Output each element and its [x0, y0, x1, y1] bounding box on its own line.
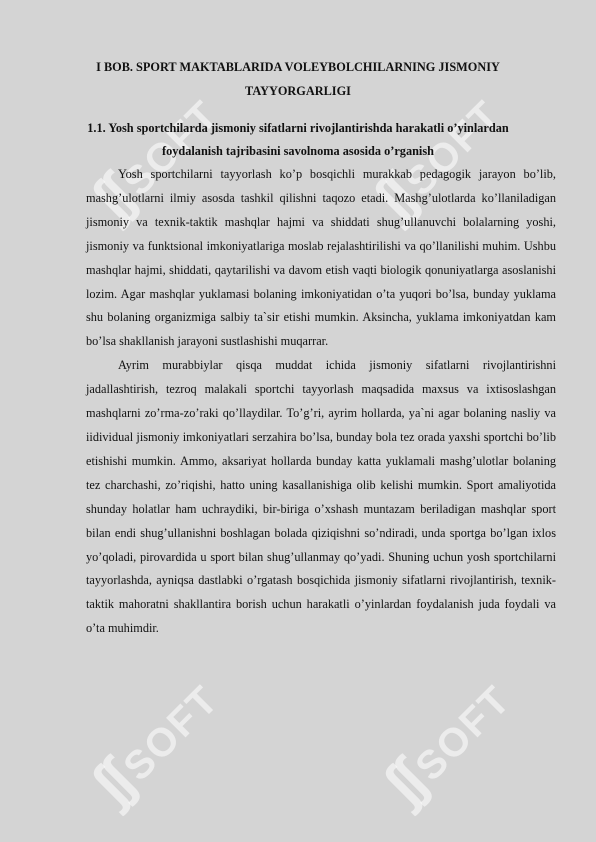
paragraph: Ayrim murabbiylar qisqa muddat ichida jismoniy sifatlarni rivojlantirishni jadallashtirish, tezroq malakali sportchi tayyorlash maqsadida maxsus va ixtisoslashgan mashqlarni zo’rma-zo’raki qo’llaydilar. To’g’ri, ayrim hollarda, ya`ni agar bolaning nasliy va iidividual jismoniy imkoniyatlari serzahira bo’lsa, bunday bola tez orada yaxshi sportchi bo’lib etishishi mumkin. Ammo, aksariyat hollarda bunday katta yuklamali mashg’ulotlar bolaning tez charchashi, zo’riqishi, hatto uning kasallanishiga olib kelishi mumkin. Sport amaliyotida shunday holatlar ham uchraydiki, bir-biriga o’xshash muntazam beriladigan mashqlar sport bilan endi shug’ullanishni boshlagan bolada qiziqishni so’ndiradi, unda sportga bo’lgan ixlos yo’qoladi, pirovardida u sport bilan shug’ullanmay qo’yadi. Shuning uchun yosh sportchilarni tayyorlashda, ayniqsa dastlabki o’rgatash bosqichida jismoniy sifatlarni rivojlantirish, texnik-taktik mahoratni shakllantira borish uchun harakatli o’yinlardan foydalanish juda foydali va o’ta muhimdir. [86, 358, 556, 636]
watermark-text: SOFT [115, 677, 228, 790]
chapter-title: I BOB. SPORT MAKTABLARIDA VOLEYBOLCHILARNING JISMONIY TAYYORGARLIGI [96, 60, 500, 98]
watermark-logo-icon: ʃʃ [370, 751, 436, 817]
watermark-logo-icon: ʃʃ [360, 166, 426, 232]
watermark-text: SOFT [397, 92, 510, 205]
paragraph: Yosh sportchilarni tayyorlash ko’p bosqichli murakkab pedagogik jarayon bo’lib, mashg’ulotlarni ilmiy asosda tashkil qilishni taqozo etadi. Mashg’ulotlarda ko’llaniladigan jismoniy va texnik-taktik mashqlar hajmi va shiddati shug’ullanuvchi bolalarning yoshi, jismoniy va funktsional imkoniyatlariga moslab rejalashtirilishi va qo’llanilishi muhim. Ushbu mashqlar hajmi, shiddati, qaytarilishi va davom etish vaqti biologik qonuniyatlarga asoslanishi lozim. Agar mashqlar yuklamasi bolaning imkoniyatidan o’ta yuqori bo’lsa, bunday yuklama shu bolaning organizmiga salbiy ta`sir etishi mumkin. Aksincha, yuklama imkoniyatdan kam bo’lsa shakllanish jarayoni sustlashishi muqarrar. [86, 167, 556, 349]
body-text [86, 163, 556, 641]
section-title: 1.1. Yosh sportchilarda jismoniy sifatlarni rivojlantirishda harakatli o’yinlardan foydalanish tajribasini savolnoma asosida o’rganish [87, 121, 509, 158]
watermark-logo-icon: ʃʃ [78, 166, 144, 232]
watermark-text: SOFT [407, 677, 520, 790]
watermark-logo-icon: ʃʃ [78, 751, 144, 817]
watermark-text: SOFT [115, 92, 228, 205]
